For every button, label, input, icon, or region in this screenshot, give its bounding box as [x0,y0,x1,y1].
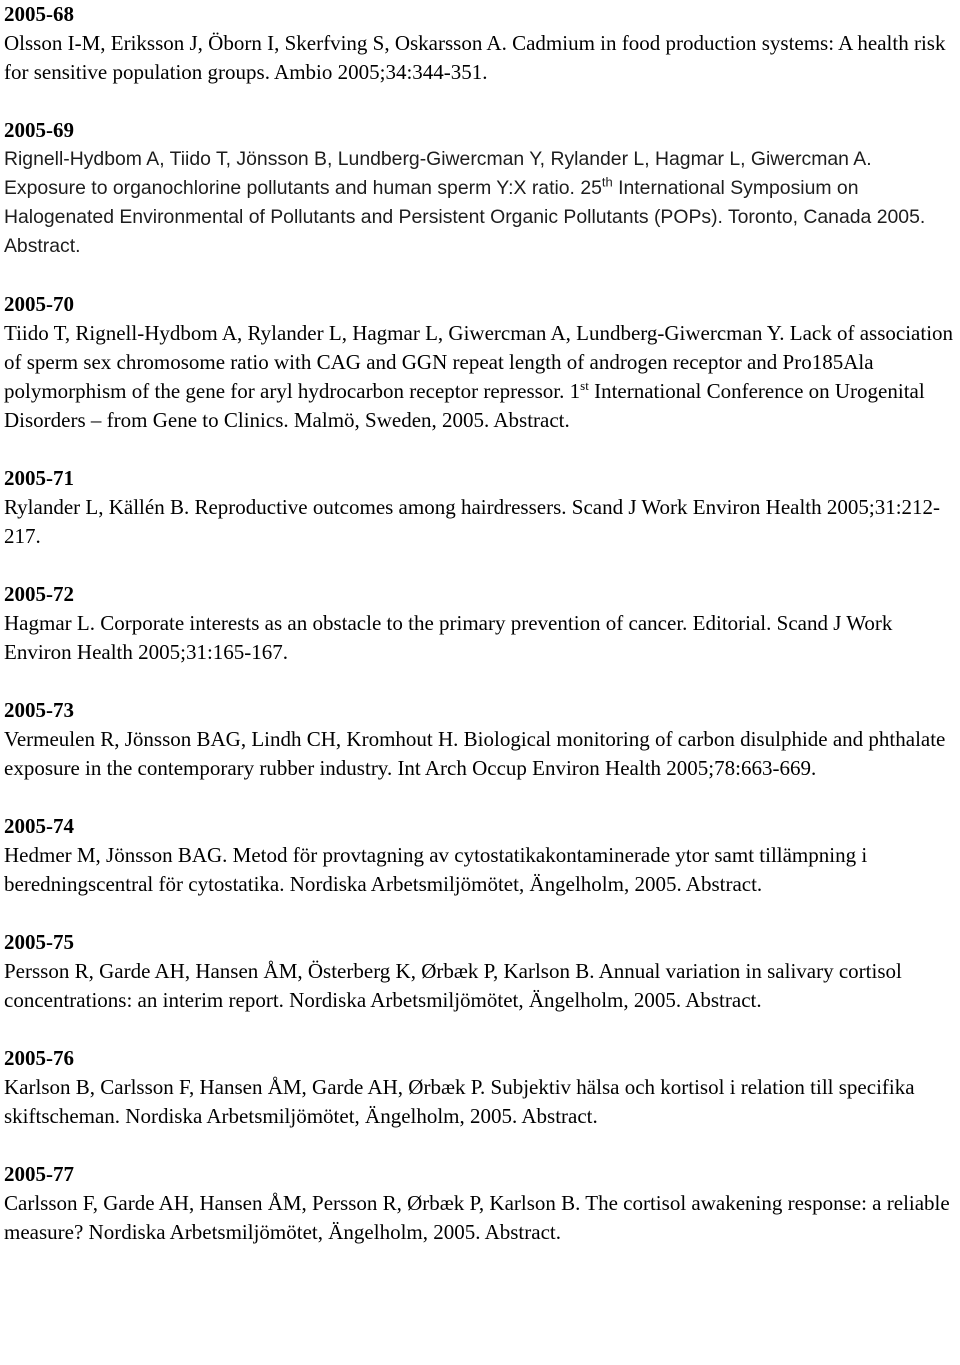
entry-number: 2005-73 [4,698,74,722]
publication-entry [4,1044,956,1131]
entry-number: 2005-75 [4,930,74,954]
publication-entry [4,928,956,1015]
entry-number: 2005-70 [4,292,74,316]
entry-number: 2005-68 [4,2,74,26]
ordinal-suffix: st [580,378,589,393]
entry-number: 2005-76 [4,1046,74,1070]
ordinal-suffix: th [601,174,613,190]
entry-citation: Hedmer M, Jönsson BAG. Metod för provtagning av cytostatikakontaminerade ytor samt tillämpning i beredningscentral för cytostatika. Nordiska Arbetsmiljömötet, Ängelholm, 2005. Abstract. [4,843,868,896]
citation-text: International Symposium on Halogenated Environmental of Pollutants and Persistent Organic Pollutants (POPs). Toronto, Canada 2005. Abstract. [4,177,926,257]
entry-citation: Karlson B, Carlsson F, Hansen ÅM, Garde AH, Ørbæk P. Subjektiv hälsa och kortisol i relation till specifika skiftscheman. Nordiska Arbetsmiljömötet, Ängelholm, 2005. Abstract. [4,1075,915,1128]
entry-citation [4,145,956,261]
entry-number: 2005-74 [4,814,74,838]
publication-entry [4,1160,956,1247]
entry-citation: Vermeulen R, Jönsson BAG, Lindh CH, Kromhout H. Biological monitoring of carbon disulphide and phthalate exposure in the contemporary rubber industry. Int Arch Occup Environ Health 2005;78:663-669. [4,727,946,780]
entry-number: 2005-77 [4,1162,74,1186]
entry-number: 2005-69 [4,118,74,142]
publication-list [4,0,956,1247]
entry-citation [4,319,956,435]
entry-number: 2005-71 [4,466,74,490]
entry-citation: Rylander L, Källén B. Reproductive outcomes among hairdressers. Scand J Work Environ Health 2005;31:212-217. [4,495,941,548]
entry-citation: Olsson I-M, Eriksson J, Öborn I, Skerfving S, Oskarsson A. Cadmium in food production systems: A health risk for sensitive population groups. Ambio 2005;34:344-351. [4,31,946,84]
publication-entry [4,290,956,435]
entry-citation: Hagmar L. Corporate interests as an obstacle to the primary prevention of cancer. Editorial. Scand J Work Environ Health 2005;31:165-167. [4,611,893,664]
entry-citation: Carlsson F, Garde AH, Hansen ÅM, Persson R, Ørbæk P, Karlson B. The cortisol awakening response: a reliable measure? Nordiska Arbetsmiljömötet, Ängelholm, 2005. Abstract. [4,1191,950,1244]
entry-citation: Persson R, Garde AH, Hansen ÅM, Österberg K, Ørbæk P, Karlson B. Annual variation in salivary cortisol concentrations: an interim report. Nordiska Arbetsmiljömötet, Ängelholm, 2005. Abstract. [4,959,902,1012]
citation-text: Tiido T, Rignell-Hydbom A, Rylander L, Hagmar L, Giwercman A, Lundberg-Giwercman Y. Lack of association of sperm sex chromosome ratio with CAG and GGN repeat length of androgen receptor and Pro185Ala polymorphism of the gene for aryl hydrocarbon receptor repressor. 1 [4,321,954,403]
publication-entry [4,580,956,667]
citation-text: International Conference on Urogenital Disorders – from Gene to Clinics. Malmö, Sweden, 2005. Abstract. [4,379,925,432]
citation-text: Rignell-Hydbom A, Tiido T, Jönsson B, Lundberg-Giwercman Y, Rylander L, Hagmar L, Giwercman A. Exposure to organochlorine pollutants and human sperm Y:X ratio. 25 [4,148,872,199]
publication-entry [4,696,956,783]
publication-entry [4,116,956,261]
publication-entry [4,812,956,899]
entry-number: 2005-72 [4,582,74,606]
publication-entry [4,464,956,551]
publication-entry [4,0,956,87]
